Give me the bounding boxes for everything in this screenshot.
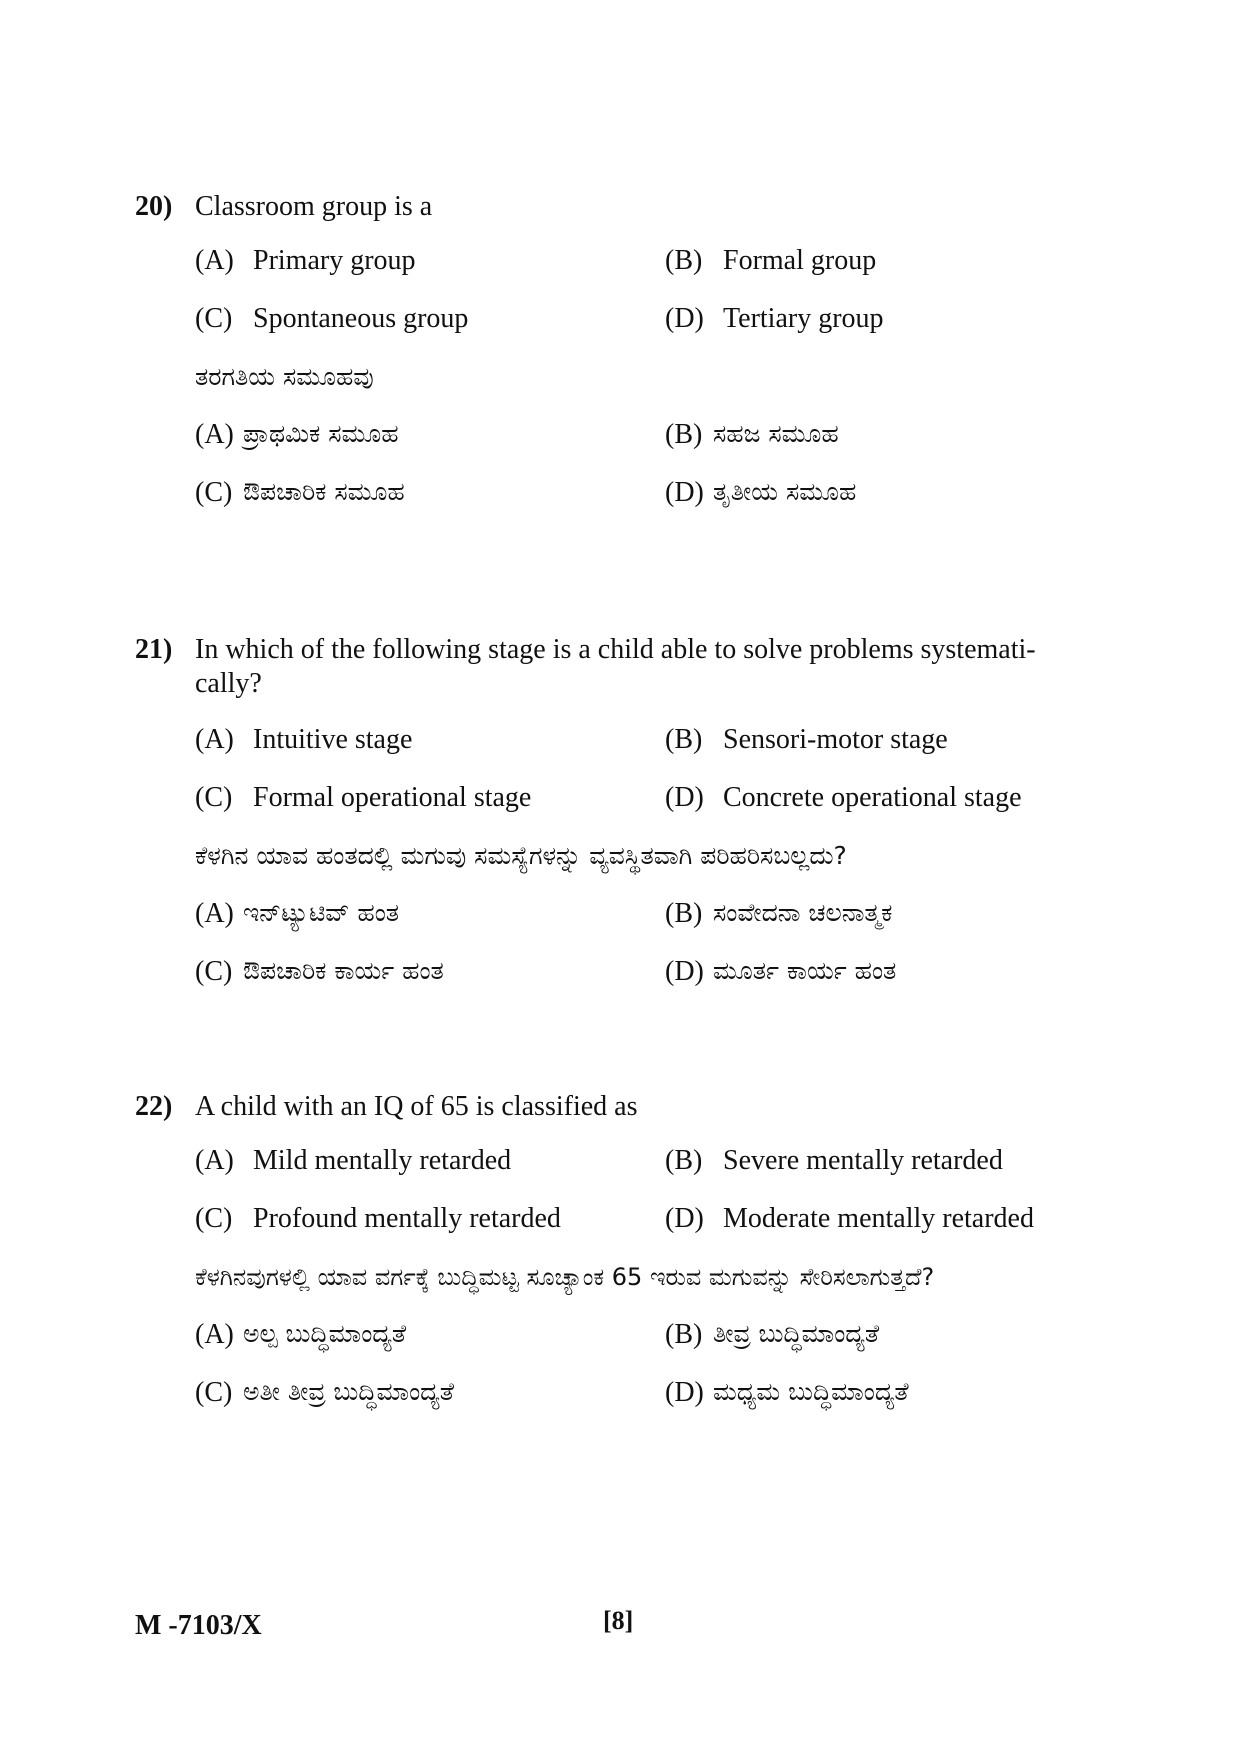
kannada-question-text: ಕೆಳಗಿನವುಗಳಲ್ಲಿ ಯಾವ ವರ್ಗಕ್ಕೆ ಬುದ್ಧಿಮಟ್ಟ ಸೂಚ್ಯಾಂಕ 65 ಇರುವ ಮಗುವನ್ನು ಸೇರಿಸಲಾಗುತ್ತದೆ? <box>195 1263 935 1291</box>
english-options <box>195 711 1095 827</box>
question-text: Classroom group is a <box>195 191 433 222</box>
kn-option-d: (D) ಮೂರ್ತ ಕಾರ್ಯ ಹಂತ <box>665 956 897 987</box>
kn-option-d: (D) ತೃತೀಯ ಸಮೂಹ <box>665 477 857 508</box>
question-text: In which of the following stage is a child able to solve problems systemati-cally? <box>195 634 1036 699</box>
question-21 <box>135 633 1095 1001</box>
option-d: (D) Concrete operational stage <box>665 782 1022 813</box>
kn-option-a: (A) ಪ್ರಾಥಮಿಕ ಸಮೂಹ <box>195 419 399 450</box>
english-options <box>195 1132 1095 1248</box>
paper-code: M -7103/X <box>135 1610 262 1641</box>
option-c: (C) Spontaneous group <box>195 303 469 334</box>
kannada-options <box>195 1306 1095 1422</box>
kn-option-c: (C) ಔಪಚಾರಿಕ ಸಮೂಹ <box>195 477 405 508</box>
option-a: (A) Intuitive stage <box>195 724 413 755</box>
question-22 <box>135 1090 1095 1422</box>
kannada-question-text: ತರಗತಿಯ ಸಮೂಹವು <box>195 362 374 391</box>
option-d: (D) Tertiary group <box>665 303 884 334</box>
kn-option-c: (C) ಅತೀ ತೀವ್ರ ಬುದ್ಧಿಮಾಂದ್ಯತೆ <box>195 1377 454 1408</box>
question-stem <box>135 633 1095 701</box>
question-number: 22) <box>135 1091 173 1122</box>
page-number: [8] <box>603 1606 634 1635</box>
question-stem <box>135 190 1095 224</box>
option-b: (B) Sensori-motor stage <box>665 724 948 755</box>
option-a: (A) Primary group <box>195 245 416 276</box>
kn-option-d: (D) ಮಧ್ಯಮ ಬುದ್ಧಿಮಾಂದ್ಯತೆ <box>665 1377 909 1408</box>
kannada-options <box>195 885 1095 1001</box>
question-20 <box>135 190 1095 522</box>
option-a: (A) Mild mentally retarded <box>195 1145 512 1176</box>
kannada-options <box>195 406 1095 522</box>
question-text: A child with an IQ of 65 is classified as <box>195 1091 638 1122</box>
kn-option-c: (C) ಔಪಚಾರಿಕ ಕಾರ್ಯ ಹಂತ <box>195 956 444 987</box>
kannada-question-text: ಕೆಳಗಿನ ಯಾವ ಹಂತದಲ್ಲಿ ಮಗುವು ಸಮಸ್ಯೆಗಳನ್ನು ವ್ಯವಸ್ಥಿತವಾಗಿ ಪರಿಹರಿಸಬಲ್ಲದು? <box>195 841 847 870</box>
option-c: (C) Profound mentally retarded <box>195 1203 561 1234</box>
kn-option-b: (B) ಸಂವೇದನಾ ಚಲನಾತ್ಮಕ <box>665 898 893 929</box>
option-d: (D) Moderate mentally retarded <box>665 1203 1034 1234</box>
question-number: 20) <box>135 191 173 222</box>
kn-option-b: (B) ತೀವ್ರ ಬುದ್ಧಿಮಾಂದ್ಯತೆ <box>665 1319 880 1350</box>
option-b: (B) Severe mentally retarded <box>665 1145 1003 1176</box>
kn-option-b: (B) ಸಹಜ ಸಮೂಹ <box>665 419 839 450</box>
kn-option-a: (A) ಅಲ್ಪ ಬುದ್ಧಿಮಾಂದ್ಯತೆ <box>195 1319 407 1350</box>
question-number: 21) <box>135 634 173 665</box>
option-b: (B) Formal group <box>665 245 877 276</box>
question-stem <box>135 1090 1095 1124</box>
option-c: (C) Formal operational stage <box>195 782 532 813</box>
kn-option-a: (A) ಇನ್‌ಟ್ಯುಟಿವ್ ಹಂತ <box>195 898 400 929</box>
english-options <box>195 232 1095 348</box>
